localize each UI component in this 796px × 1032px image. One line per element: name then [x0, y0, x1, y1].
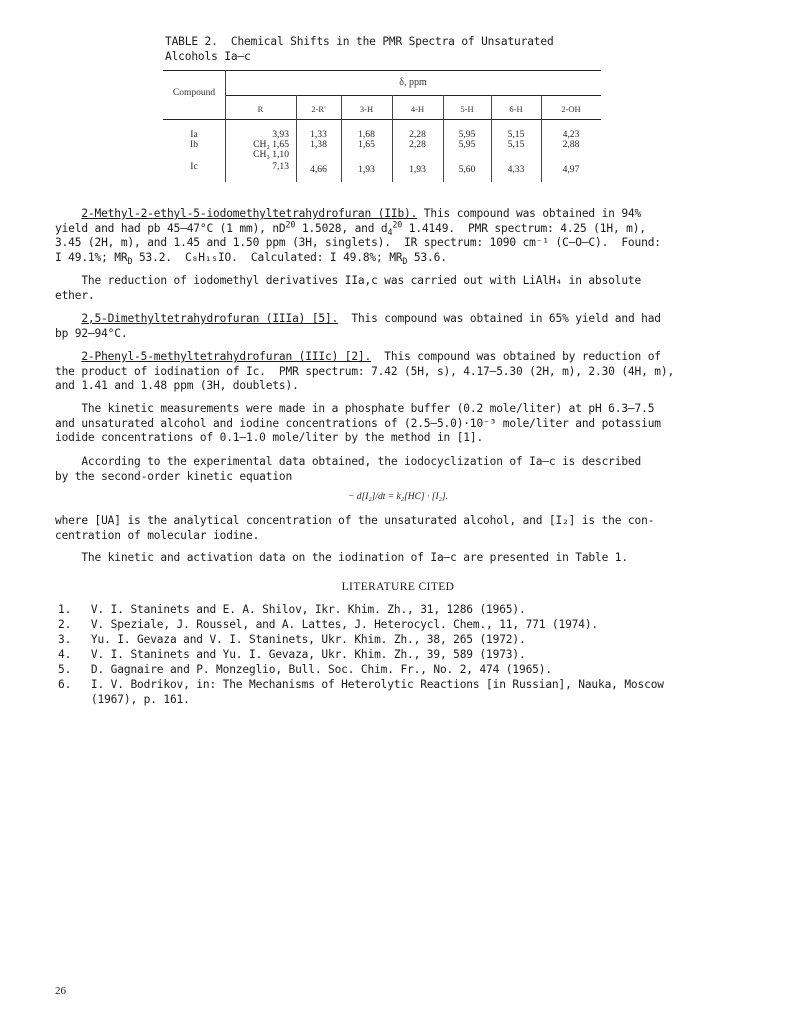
table-subheader-rule: [225, 95, 601, 96]
table-header-rule: [163, 119, 601, 120]
row-ib-compound: Ib: [190, 139, 198, 150]
paragraph-text: D: [127, 256, 133, 267]
paragraph-text: yield and had pb 45–47°C (1 mm), n: [55, 221, 279, 235]
delta-header: δ, ppm: [399, 77, 427, 88]
col-header-6h: 6-H: [509, 104, 523, 114]
row-ia-compound: Ia: [190, 129, 198, 140]
paragraph-text: iodide concentrations of 0.1–1.0 mole/liter by the method in [1].: [55, 431, 484, 445]
row-ia-5h: 5,95: [458, 129, 476, 140]
col-header-5h: 5-H: [460, 104, 474, 114]
row-ib-5h: 5,95: [458, 139, 476, 150]
row-ic-r: 7,13: [272, 161, 289, 172]
col-header-4h: 4-H: [410, 104, 425, 114]
paragraph-text: where [UA] is the analytical concentration of the unsaturated alcohol, and [I₂] is the con-: [55, 514, 655, 527]
paragraph-text: This compound was obtained in 65% yield and had: [338, 312, 661, 325]
compound-title-iiia: 2,5-Dimethyltetrahydrofuran (IIIa) [5].: [81, 312, 339, 325]
row-ic-6h: 4,33: [507, 164, 525, 175]
paragraph-table-ref: [55, 551, 745, 566]
compound-header: Compound: [172, 88, 216, 98]
paragraph-text: and 1.41 and 1.48 ppm (3H, doublets).: [55, 379, 299, 393]
paragraph-text: According to the experimental data obtained, the iodocyclization of Ia–c is described: [55, 455, 642, 468]
paragraph-text: The kinetic measurements were made in a phosphate buffer (0.2 mole/liter) at pH 6.3–7.5: [55, 402, 655, 415]
row-ia-6h: 5,15: [507, 129, 525, 140]
row-ia-2oh: 4,23: [562, 129, 580, 140]
reference-item: 5. D. Gagnaire and P. Monzeglio, Bull. Soc. Chim. Fr., No. 2, 474 (1965).: [58, 663, 552, 676]
row-ia-2r: 1,33: [310, 129, 327, 140]
table-caption-line-1: TABLE 2. Chemical Shifts in the PMR Spectra of Unsaturated: [165, 35, 554, 48]
paragraph-kinetic-measurements: [55, 402, 745, 446]
paragraph-text: ether.: [55, 288, 95, 302]
row-ic-2oh: 4,97: [562, 164, 580, 175]
row-ia-3h: 1,68: [358, 129, 375, 140]
reference-item: (1967), p. 161.: [58, 693, 190, 706]
paragraph-text: D: [402, 256, 408, 267]
paragraph-text: I 49.1%; MR: [55, 250, 128, 264]
col-header-r: R: [257, 104, 264, 114]
paragraph-where: [55, 514, 745, 543]
row-ia-r: 3,93: [272, 129, 289, 140]
paragraph-text: 3.45 (2H, m), and 1.45 and 1.50 ppm (3H, singlets). IR spectrum: 1090 cm⁻¹ (C–O–C). Found:: [55, 236, 661, 250]
row-ic-2r: 4,66: [310, 164, 327, 175]
row-ic-compound: Ic: [190, 161, 198, 172]
row-ic-4h: 1,93: [409, 164, 426, 175]
row-ib-2r: 1,38: [310, 139, 327, 150]
paragraph-text: D: [278, 221, 286, 235]
table-caption: [165, 35, 605, 64]
reference-item: 3. Yu. I. Gevaza and V. I. Staninets, Ukr. Khim. Zh., 38, 265 (1972).: [58, 633, 526, 646]
row-ib-4h: 2,28: [409, 139, 426, 150]
paragraph-text: 4: [387, 226, 393, 237]
paragraph-text: This compound was obtained by reduction of: [371, 350, 661, 363]
paragraph-text: bp 92–94°C.: [55, 326, 128, 340]
reference-item: 1. V. I. Staninets and E. A. Shilov, Ikr. Khim. Zh., 31, 1286 (1965).: [58, 603, 526, 616]
row-ia-4h: 2,28: [409, 129, 426, 140]
paragraph-text: 1.5028, and d: [295, 221, 388, 235]
shift-table: [163, 70, 601, 182]
compound-title-iiic: 2-Phenyl-5-methyltetrahydrofuran (IIIc) [2].: [81, 350, 372, 363]
page-number: 26: [55, 985, 66, 997]
paragraph-reduction: [55, 274, 745, 303]
col-header-3h: 3-H: [359, 104, 374, 114]
reference-item: 6. I. V. Bodrikov, in: The Mechanisms of Heterolytic Reactions [in Russian], Nauka, Moscow: [58, 678, 664, 691]
row-ib-r-ch3: CH₃ 1,10: [253, 149, 289, 160]
row-ib-2oh: 2,88: [562, 139, 580, 150]
paragraph-iiic: [55, 350, 745, 394]
row-ic-5h: 5,60: [458, 164, 476, 175]
paragraph-text: 53.2. C₈H₁₅IO. Calculated: I 49.8%; MR: [132, 250, 403, 264]
row-ic-3h: 1,93: [358, 164, 375, 175]
col-header-2r: 2-R': [311, 104, 326, 114]
compound-title-iib: 2-Methyl-2-ethyl-5-iodomethyltetrahydrofuran (IIb).: [81, 207, 418, 220]
row-ib-6h: 5,15: [507, 139, 525, 150]
row-ib-r: CH₂ 1,65: [253, 139, 289, 150]
paragraph-text: This compound was obtained in 94%: [417, 207, 642, 220]
table-top-rule: [163, 70, 601, 71]
paragraph-text: centration of molecular iodine.: [55, 528, 260, 542]
paragraph-text: The kinetic and activation data on the iodination of Ia–c are presented in Table 1.: [55, 551, 628, 564]
paragraph-iib: [55, 207, 745, 265]
paragraph-iiia: [55, 312, 745, 341]
paragraph-text: 1.4149. PMR spectrum: 4.25 (1H, m),: [402, 221, 646, 235]
paragraph-text: the product of iodination of Ic. PMR spectrum: 7.42 (5H, s), 4.17–5.30 (2H, m), 2.30 (4H, m),: [55, 364, 675, 378]
paragraph-text: 53.6.: [407, 250, 447, 264]
table-caption-line-2: Alcohols Ia–c: [165, 49, 251, 63]
paragraph-text: and unsaturated alcohol and iodine concentrations of (2.5–5.0)·10⁻³ mole/liter and potassium: [55, 416, 661, 430]
reference-item: 2. V. Speziale, J. Roussel, and A. Lattes, J. Heterocycl. Chem., 11, 771 (1974).: [58, 618, 599, 631]
paragraph-text: by the second-order kinetic equation: [55, 469, 293, 483]
paragraph-text: 20: [285, 218, 296, 229]
reference-item: 4. V. I. Staninets and Yu. I. Gevaza, Ukr. Khim. Zh., 39, 589 (1973).: [58, 648, 526, 661]
paragraph-text: 20: [392, 218, 403, 229]
row-ib-3h: 1,65: [358, 139, 375, 150]
literature-heading: LITERATURE CITED: [341, 581, 455, 593]
kinetic-equation: − d[I₂]/dt = k₂[HC] · [I₂].: [347, 492, 449, 502]
paragraph-text: The reduction of iodomethyl derivatives IIa,c was carried out with LiAlH₄ in absolute: [55, 274, 642, 287]
col-header-2oh: 2-OH: [561, 104, 581, 114]
paragraph-iodocyclization: [55, 455, 745, 484]
